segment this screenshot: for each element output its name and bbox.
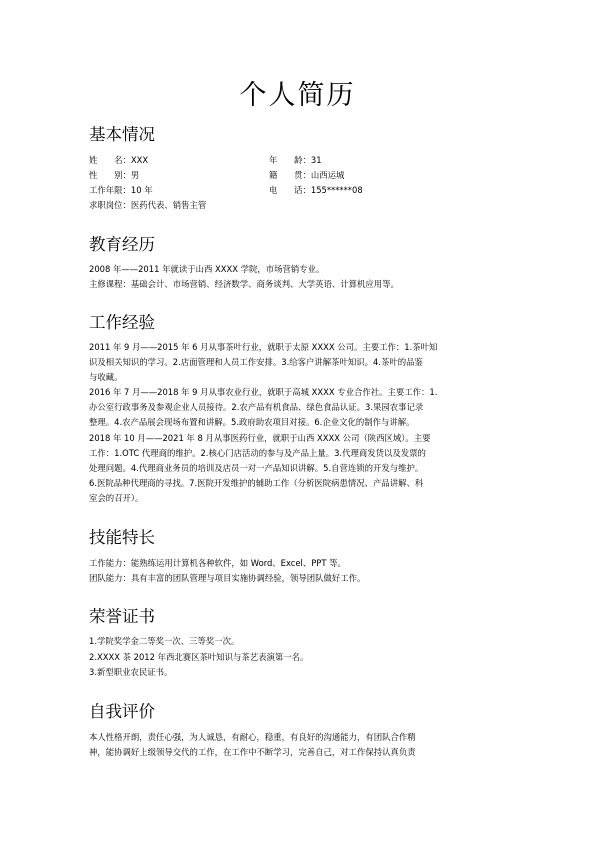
field-label: 姓 名： (89, 155, 131, 165)
text-line: 2.XXXX 茶 2012 年西北赛区茶叶知识与茶艺表演第一名。 (89, 652, 309, 662)
field-name (89, 154, 148, 166)
field-label: 籍 贯： (269, 170, 311, 180)
field-gender (89, 169, 139, 181)
field-value: XXX (130, 155, 149, 165)
field-label: 电 话： (269, 185, 311, 195)
section-heading-self: 自我评价 (89, 702, 155, 721)
field-value: 山西运城 (310, 170, 345, 180)
text-line: 2018 年 10 月——2021 年 8 月从事医药行业，就职于山西 XXXX 公司（陕西区域）。主要 (89, 433, 431, 443)
text-line: 神，能协调好上级领导交代的工作，在工作中不断学习，完善自己，对工作保持认真负责 (89, 747, 416, 757)
text-line: 3.新型职业农民证书。 (89, 667, 173, 677)
section-heading-work: 工作经验 (89, 313, 155, 332)
section-heading-honors: 荣誉证书 (89, 607, 155, 626)
section-heading-skills: 技能特长 (89, 528, 155, 547)
field-label: 年 龄： (269, 155, 311, 165)
text-line: 2016 年 7 月——2018 年 9 月从事农业行业，就职于高城 XXXX 专业合作社。主要工作：1. (89, 387, 438, 397)
field-value: 10 年 (130, 185, 153, 195)
field-value: 31 (310, 155, 322, 165)
field-age (269, 154, 322, 166)
field-value: 155******08 (310, 185, 363, 195)
text-line: 处理问题。4.代理商业务员的培训及店员一对一产品知识讲解。5.自营连锁的开发与维护。 (89, 463, 424, 473)
page-title: 个人简历 (239, 80, 356, 111)
field-value: 医药代表、销售主管 (130, 200, 207, 210)
text-line: 2008 年——2011 年就读于山西 XXXX 学院，市场营销专业。 (89, 264, 325, 274)
text-line: 本人性格开朗，责任心强，为人诚恳，有耐心，稳重，有良好的沟通能力，有团队合作精 (89, 732, 416, 742)
field-label: 求职岗位： (89, 200, 131, 210)
text-line: 2011 年 9 月——2015 年 6 月从事茶叶行业，就职于太原 XXXX 公司。主要工作：1.茶叶知 (89, 342, 438, 352)
text-line: 主修课程：基础会计、市场营销、经济数学、商务谈判、大学英语、计算机应用等。 (89, 279, 399, 289)
text-line: 室会的召开）。 (89, 493, 144, 503)
section-heading-basic: 基本情况 (89, 125, 155, 144)
text-line: 1.学院奖学金二等奖一次、三等奖一次。 (89, 636, 240, 646)
field-hometown (269, 169, 344, 181)
text-line: 识及相关知识的学习。2.店面管理和人员工作安排。3.给客户讲解茶叶知识。4.茶叶的品鉴 (89, 357, 423, 367)
text-line: 与收藏。 (89, 372, 123, 382)
field-phone (269, 184, 363, 196)
field-label: 性 别： (89, 170, 131, 180)
field-label: 工作年限： (89, 185, 131, 195)
text-line: 工作能力：能熟练运用计算机各种软件，如 Word、Excel、PPT 等。 (89, 558, 346, 568)
text-line: 团队能力：具有丰富的团队管理与项目实施协调经验，领导团队做好工作。 (89, 573, 366, 583)
text-line: 6.医院品种代理商的寻找。7.医院开发维护的辅助工作（分析医院病患情况、产品讲解、科 (89, 478, 424, 488)
text-line: 办公室行政事务及参观企业人员接待。2.农产品有机食品、绿色食品认证。3.果园农事记录 (89, 402, 424, 412)
text-line: 整理。4.农产品展会现场布置和讲解。5.政府助农项目对接。6.企业文化的制作与讲解。 (89, 417, 415, 427)
text-line: 工作：1.OTC 代理商的维护。2.核心门店活动的参与及产品上量。3.代理商发货以及发票的 (89, 448, 426, 458)
field-position (89, 199, 206, 211)
field-years (89, 184, 153, 196)
section-heading-education: 教育经历 (89, 235, 155, 254)
field-value: 男 (130, 170, 140, 180)
